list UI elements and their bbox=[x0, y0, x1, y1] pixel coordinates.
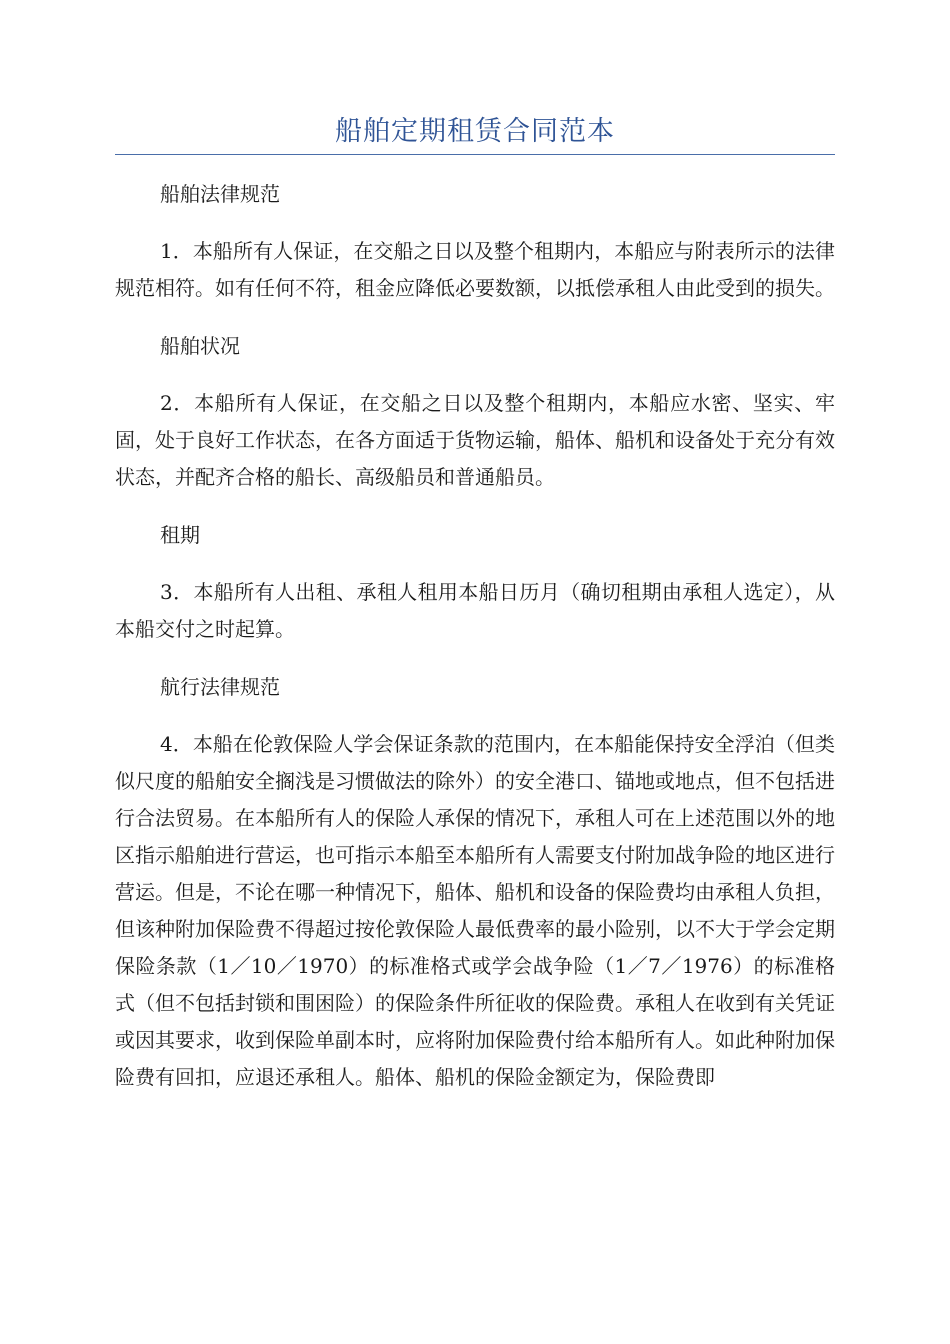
clause-1-paragraph: 1．本船所有人保证，在交船之日以及整个租期内，本船应与附表所示的法律规范相符。如有任何不符，租金应降低必要数额，以抵偿承租人由此受到的损失。 bbox=[115, 239, 835, 300]
clause-4-paragraph: 4．本船在伦敦保险人学会保证条款的范围内，在本船能保持安全浮泊（但类似尺度的船舶安全搁浅是习惯做法的除外）的安全港口、锚地或地点，但不包括进行合法贸易。在本船所有人的保险人承保的情况下，承租人可在上述范围以外的地区指示船舶进行营运，也可指示本船至本船所有人需要支付附加战争险的地区进行营运。但是，不论在哪一种情况下，船体、船机和设备的保险费均由承租人负担，但该种附加保险费不得超过按伦敦保险人最低费率的最小险别，以不大于学会定期保险条款（1／10／1970）的标准格式或学会战争险（1／7／1976）的标准格式（但不包括封锁和围困险）的保险条件所征收的保险费。承租人在收到有关凭证或因其要求，收到保险单副本时，应将附加保险费付给本船所有人。如此种附加保险费有回扣，应退还承租人。船体、船机的保险金额定为，保险费即 bbox=[115, 732, 835, 1089]
document-body bbox=[115, 176, 835, 1117]
section-heading-ship-legal-norms: 船舶法律规范 bbox=[160, 182, 280, 206]
clause-3-paragraph: 3．本船所有人出租、承租人租用本船日历月（确切租期由承租人选定），从本船交付之时起算。 bbox=[115, 580, 835, 641]
section-heading-navigation-legal-norms: 航行法律规范 bbox=[160, 675, 280, 699]
document-title: 船舶定期租赁合同范本 bbox=[335, 116, 615, 147]
section-heading-charter-period: 租期 bbox=[160, 523, 200, 547]
title-underline bbox=[115, 154, 835, 155]
section-heading-ship-condition: 船舶状况 bbox=[160, 334, 240, 358]
clause-2-paragraph: 2．本船所有人保证，在交船之日以及整个租期内，本船应水密、坚实、牢固，处于良好工作状态，在各方面适于货物运输，船体、船机和设备处于充分有效状态，并配齐合格的船长、高级船员和普通船员。 bbox=[115, 391, 835, 489]
